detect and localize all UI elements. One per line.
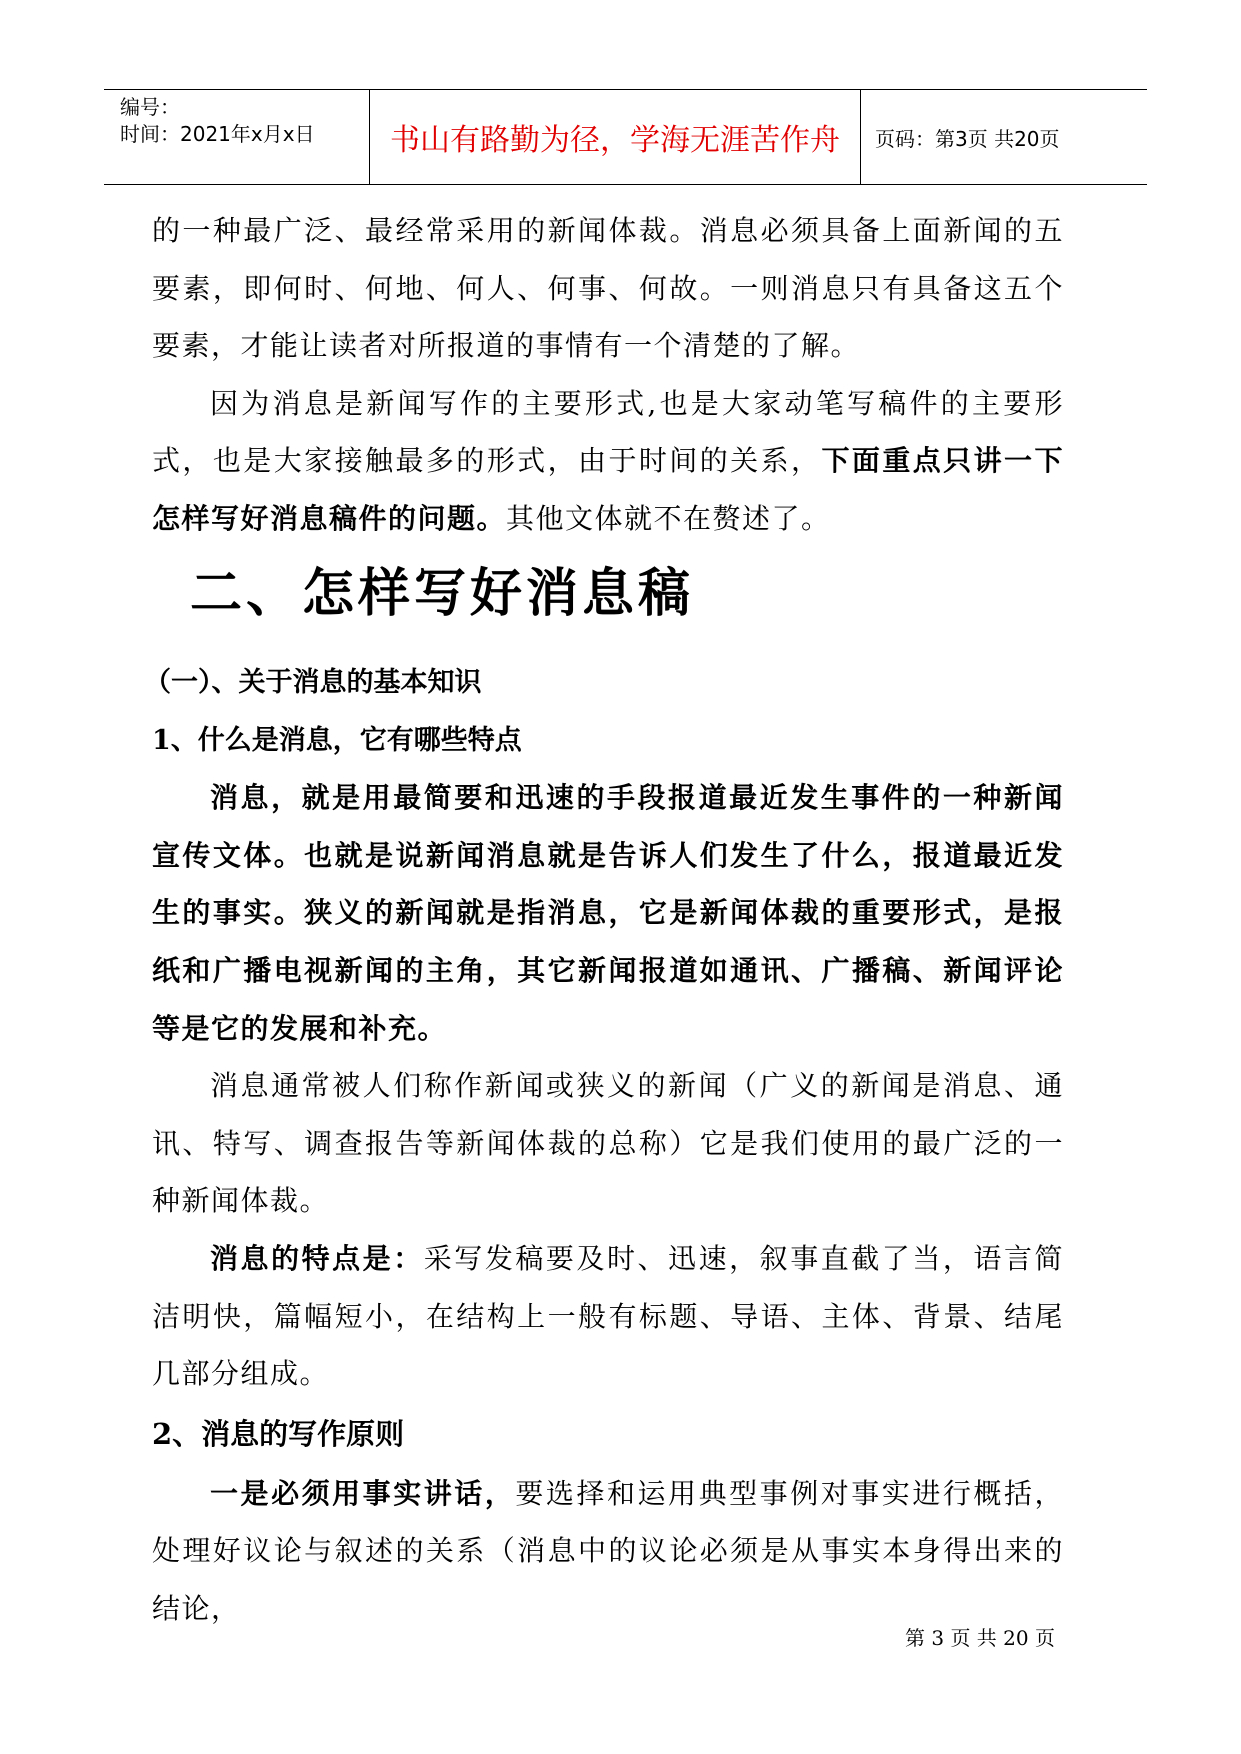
paragraph-5-bold: 消息的特点是： <box>210 1241 424 1275</box>
body-bottom <box>144 654 1064 1638</box>
body-top <box>152 202 1064 548</box>
paragraph-2-bold: 下面重点只讲一下怎样写好消息稿件的问题。 <box>152 444 1064 535</box>
paragraph-2-text: 因为消息是新闻写作的主要形式,也是大家动笔写稿件的主要形式，也是大家接触最多的形式，由于时间的关系， <box>152 386 1064 478</box>
paragraph-2-tail: 其他文体就不在赘述了。 <box>506 501 831 535</box>
header-motto: 书山有路勤为径，学海无涯苦作舟 <box>370 90 861 184</box>
paragraph-5-text: 采写发稿要及时、迅速，叙事直截了当，语言简洁明快，篇幅短小，在结构上一般有标题、导语、主体、背景、结尾几部分组成。 <box>152 1241 1064 1391</box>
subheading-what-is-news: 1、什么是消息，它有哪些特点 <box>152 724 522 756</box>
paragraph-2 <box>152 375 1064 548</box>
paragraph-3: 消息，就是用最简要和迅速的手段报道最近发生事件的一种新闻宣传文体。也就是说新闻消息就是告诉人们发生了什么，报道最近发生的事实。狭义的新闻就是指消息，它是新闻体裁的重要形式，是报纸和广播电视新闻的主角，其它新闻报道如通讯、广播稿、新闻评论等是它的发展和补充。 <box>152 781 1064 1045</box>
header-table <box>104 89 1147 185</box>
subheading-writing-principles: 2、消息的写作原则 <box>152 1416 405 1451</box>
paragraph-6-bold: 一是必须用事实讲话， <box>210 1476 516 1510</box>
section-title: 二、怎样写好消息稿 <box>190 563 695 624</box>
header-page-label: 页码：第3页 共20页 <box>875 126 1060 151</box>
paragraph-1: 的一种最广泛、最经常采用的新闻体裁。消息必须具备上面新闻的五要素，即何时、何地、何人、何事、何故。一则消息只有具备这五个要素，才能让读者对所报道的事情有一个清楚的了解。 <box>152 214 1064 363</box>
paragraph-6-text: 要选择和运用典型事例对事实进行概括，处理好议论与叙述的关系（消息中的议论必须是从事实本身得出来的结论， <box>152 1476 1064 1625</box>
subheading-basic-knowledge: （一）、关于消息的基本知识 <box>144 667 482 698</box>
header-left-cell <box>104 90 370 184</box>
page-footer: 第 3 页 共 20 页 <box>905 1626 1055 1650</box>
paragraph-4: 消息通常被人们称作新闻或狭义的新闻（广义的新闻是消息、通讯、特写、调查报告等新闻体裁的总称）它是我们使用的最广泛的一种新闻体裁。 <box>152 1069 1064 1218</box>
paragraph-6 <box>152 1465 1064 1638</box>
time-label: 时间：2021年x月x日 <box>120 122 315 146</box>
paragraph-5 <box>152 1230 1064 1403</box>
number-label: 编号： <box>120 95 180 119</box>
